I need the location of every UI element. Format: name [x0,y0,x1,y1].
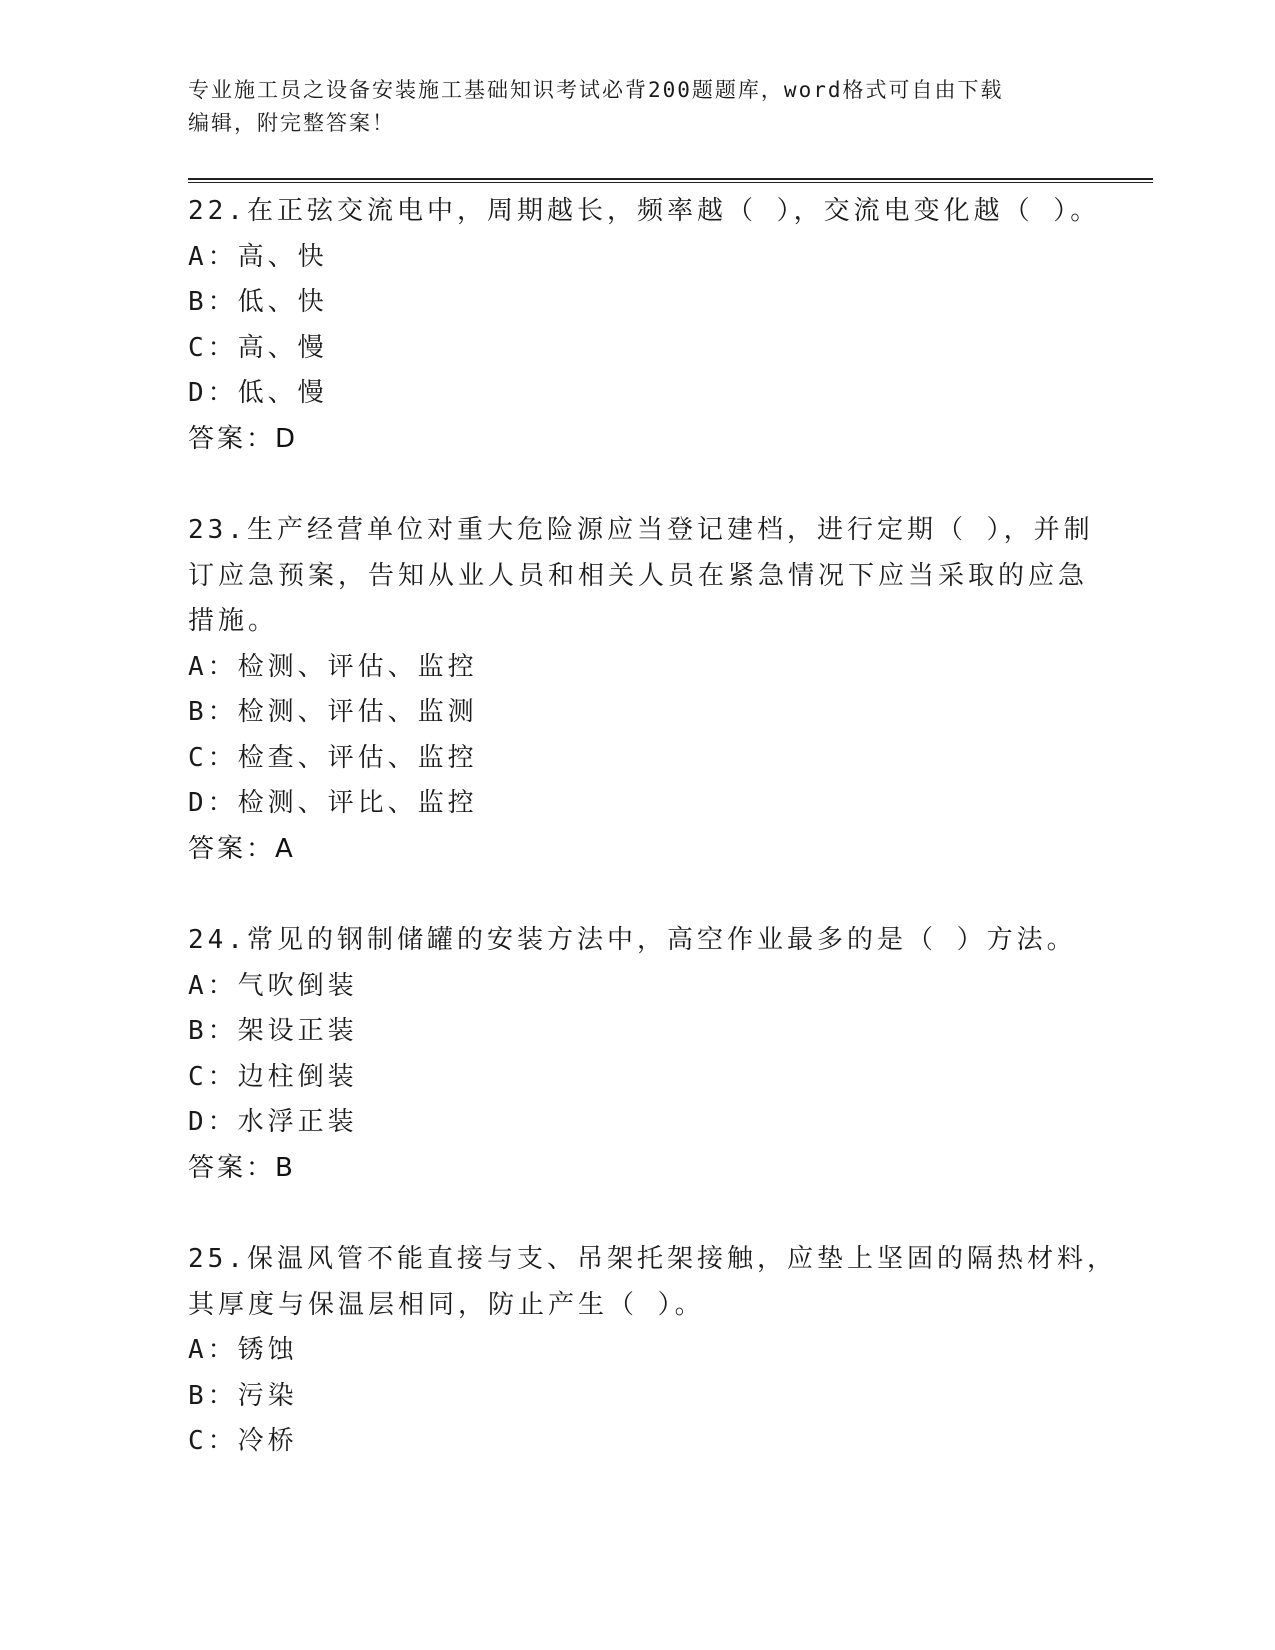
header-line-1: 专业施工员之设备安装施工基础知识考试必背200题题库，word格式可自由下载 [188,78,1004,102]
option-a: A：高、快 [188,241,328,272]
question-text [188,508,1094,645]
question-line: 22.在正弦交流电中，周期越长，频率越（ ），交流电变化越（ ）。 [188,196,1101,226]
option-c: C：高、慢 [188,332,328,363]
question-line: 其厚度与保温层相同，防止产生（ ）。 [188,1289,705,1320]
answer: 答案：A [188,833,296,864]
option-d: D：低、慢 [188,378,328,408]
option-c: C：边柱倒装 [188,1061,358,1092]
question-line: 23.生产经营单位对重大危险源应当登记建档，进行定期（ ），并制 [188,515,1094,545]
question-22 [188,189,1101,462]
question-line: 25.保温风管不能直接与支、吊架托架接触，应垫上坚固的隔热材料， [188,1244,1117,1274]
question-line: 订应急预案，告知从业人员和相关人员在紧急情况下应当采取的应急 [188,560,1089,591]
question-line: 24.常见的钢制储罐的安装方法中，高空作业最多的是（ ）方法。 [188,925,1077,955]
question-24 [188,918,1088,1191]
header-divider [188,178,1153,183]
question-list [188,189,1117,1511]
document-header [188,74,1088,140]
option-b: B：低、快 [188,287,328,317]
answer: 答案：D [188,423,299,454]
question-line: 措施。 [188,606,279,636]
option-b: B：检测、评估、监测 [188,697,478,727]
question-text [188,1237,1117,1328]
option-d: D：检测、评比、监控 [188,788,478,818]
option-a: A：检测、评估、监控 [188,651,478,682]
question-text [188,189,1101,235]
option-c: C：检查、评估、监控 [188,742,478,773]
question-23 [188,508,1094,872]
option-a: A：锈蚀 [188,1335,298,1365]
option-a: A：气吹倒装 [188,970,358,1001]
option-d: D：水浮正装 [188,1107,358,1137]
question-25 [188,1237,1117,1465]
question-text [188,918,1088,964]
option-b: B：架设正装 [188,1016,358,1046]
option-c: C：冷桥 [188,1426,298,1456]
header-line-2: 编辑，附完整答案！ [188,111,395,135]
answer: 答案：B [188,1152,296,1183]
option-b: B：污染 [188,1380,298,1411]
